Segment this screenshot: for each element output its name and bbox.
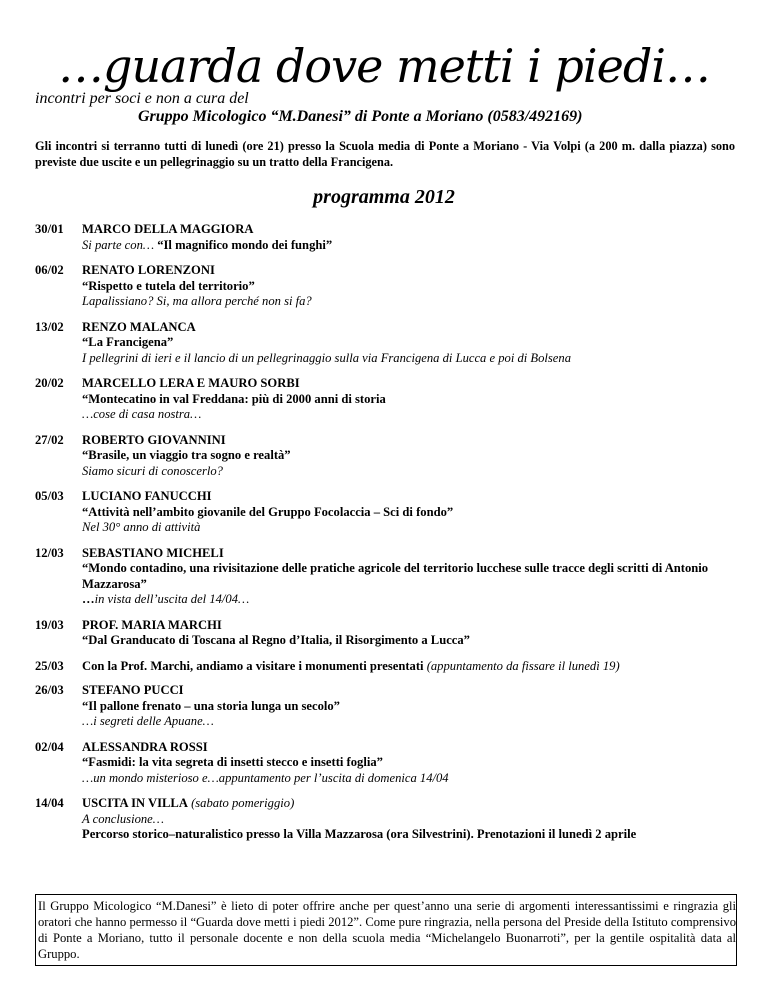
event-item bbox=[35, 546, 745, 608]
event-date: 26/03 bbox=[35, 683, 64, 697]
event-content bbox=[82, 740, 745, 787]
event-note: A conclusione… bbox=[82, 811, 164, 826]
event-note: I pellegrini di ieri e il lancio di un pellegrinaggio sulla via Francigena di Lucca e poi di Bolsena bbox=[82, 350, 571, 365]
event-date: 06/02 bbox=[35, 263, 64, 277]
event-speaker-note: (sabato pomeriggio) bbox=[187, 796, 295, 810]
event-speaker-line bbox=[82, 618, 745, 634]
event-date: 20/02 bbox=[35, 376, 64, 390]
event-speaker-line bbox=[82, 376, 745, 392]
event-content bbox=[82, 546, 745, 608]
event-note: …un mondo misterioso e…appuntamento per l’uscita di domenica 14/04 bbox=[82, 770, 449, 785]
page-title: …guarda dove metti i piedi… bbox=[58, 39, 710, 93]
event-date: 05/03 bbox=[35, 489, 64, 503]
event-speaker-line bbox=[82, 263, 745, 279]
organizer-line: Gruppo Micologico “M.Danesi” di Ponte a Moriano (0583/492169) bbox=[138, 108, 583, 125]
event-title: “Brasile, un viaggio tra sogno e realtà” bbox=[82, 448, 291, 462]
event-speaker-line bbox=[82, 320, 745, 336]
event-item bbox=[35, 659, 745, 675]
event-item bbox=[35, 222, 745, 253]
event-note-line bbox=[82, 294, 745, 310]
description: Gli incontri si terranno tutti di lunedì (ore 21) presso la Scuola media di Ponte a Moriano - Via Volpi (a 200 m. dalla piazza) sono previste due uscite e un pellegrinaggio su un tratto della Francigena. bbox=[35, 139, 735, 169]
event-note: …i segreti delle Apuane… bbox=[82, 714, 214, 728]
event-content bbox=[82, 222, 745, 253]
event-title: “Il pallone frenato – una storia lunga un secolo” bbox=[82, 698, 340, 713]
event-line bbox=[82, 659, 745, 675]
event-activity: Con la Prof. Marchi, andiamo a visitare i monumenti presentati bbox=[82, 658, 424, 673]
event-speaker-line bbox=[82, 433, 745, 449]
event-content bbox=[82, 263, 745, 310]
event-content bbox=[82, 320, 745, 367]
intro-line: incontri per soci e non a cura del bbox=[35, 90, 249, 107]
event-speaker-line bbox=[82, 489, 745, 505]
event-item bbox=[35, 320, 745, 367]
event-title: “Mondo contadino, una rivisitazione delle pratiche agricole del territorio lucchese sulle tracce degli scritti di Antonio Mazzarosa” bbox=[82, 561, 709, 591]
footer-box: Il Gruppo Micologico “M.Danesi” è lieto di poter offrire anche per quest’anno una serie di argomenti interessantissimi e ringrazia gli oratori che hanno permesso il “Guarda dove metti i piedi 2012”. Come pure ringrazia, nella persona del Preside della Istituto comprensivo di Ponte a Moriano, tutto il personale docente e non della scuola media “Michelangelo Buonarroti”, per la gentile ospitalità data al Gruppo. bbox=[35, 894, 737, 966]
event-content bbox=[82, 683, 745, 730]
event-content bbox=[82, 433, 745, 480]
event-item bbox=[35, 489, 745, 536]
event-note: Nel 30° anno di attività bbox=[82, 520, 201, 534]
event-speaker: MARCELLO LERA E MAURO SORBI bbox=[82, 376, 300, 390]
event-note-prefix: … bbox=[82, 592, 95, 606]
event-speaker: RENZO MALANCA bbox=[82, 319, 196, 334]
event-title: “Il magnifico mondo dei funghi” bbox=[157, 237, 333, 252]
event-speaker-line bbox=[82, 796, 745, 812]
event-note-line bbox=[82, 771, 745, 787]
event-title: “Fasmidi: la vita segreta di insetti stecco e insetti foglia” bbox=[82, 755, 383, 769]
event-item bbox=[35, 263, 745, 310]
event-content bbox=[82, 376, 745, 423]
event-date: 25/03 bbox=[35, 658, 64, 673]
event-speaker-line bbox=[82, 683, 745, 699]
event-note-line bbox=[82, 464, 745, 480]
event-note: (appuntamento da fissare il lunedì 19) bbox=[423, 658, 620, 673]
event-note: Si parte con… bbox=[82, 237, 158, 252]
event-speaker: ROBERTO GIOVANNINI bbox=[82, 432, 226, 447]
event-speaker: ALESSANDRA ROSSI bbox=[82, 739, 208, 754]
event-speaker: MARCO DELLA MAGGIORA bbox=[82, 222, 254, 236]
event-content bbox=[82, 618, 745, 649]
event-item bbox=[35, 376, 745, 423]
event-speaker: USCITA IN VILLA bbox=[82, 796, 188, 810]
event-date: 12/03 bbox=[35, 545, 64, 560]
event-note: in vista dell’uscita del 14/04… bbox=[94, 592, 250, 606]
event-speaker-line bbox=[82, 740, 745, 756]
event-speaker: PROF. MARIA MARCHI bbox=[82, 617, 222, 632]
event-title: “Attività nell’ambito giovanile del Gruppo Focolaccia – Sci di fondo” bbox=[82, 504, 454, 519]
event-note: Lapalissiano? Si, ma allora perché non si fa? bbox=[82, 294, 312, 308]
event-item bbox=[35, 683, 745, 730]
event-date: 30/01 bbox=[35, 222, 64, 236]
event-date: 27/02 bbox=[35, 432, 64, 447]
event-title: “Rispetto e tutela del territorio” bbox=[82, 278, 255, 293]
event-date: 19/03 bbox=[35, 617, 64, 632]
event-speaker: STEFANO PUCCI bbox=[82, 683, 184, 697]
event-note: Siamo sicuri di conoscerlo? bbox=[82, 463, 223, 478]
event-content bbox=[82, 659, 745, 675]
event-speaker: RENATO LORENZONI bbox=[82, 263, 215, 277]
event-speaker: SEBASTIANO MICHELI bbox=[82, 545, 224, 560]
event-item bbox=[35, 433, 745, 480]
event-date: 14/04 bbox=[35, 796, 64, 810]
event-note-line bbox=[82, 407, 745, 423]
event-speaker: LUCIANO FANUCCHI bbox=[82, 489, 212, 503]
events-list bbox=[35, 222, 745, 843]
event-date: 02/04 bbox=[35, 739, 64, 754]
event-item bbox=[35, 796, 745, 843]
event-line bbox=[82, 238, 745, 254]
event-title: “Montecatino in val Freddana: più di 2000 anni di storia bbox=[82, 391, 386, 406]
event-item bbox=[35, 740, 745, 787]
event-note-line bbox=[82, 351, 745, 367]
event-title: “La Francigena” bbox=[82, 335, 174, 349]
event-note: …cose di casa nostra… bbox=[82, 407, 202, 421]
event-content bbox=[82, 489, 745, 536]
event-title: Percorso storico–naturalistico presso la Villa Mazzarosa (ora Silvestrini). Prenotazioni il lunedì 2 aprile bbox=[82, 827, 637, 841]
event-note-line bbox=[82, 520, 745, 536]
event-note-line bbox=[82, 714, 745, 730]
event-item bbox=[35, 618, 745, 649]
event-note-line bbox=[82, 592, 745, 608]
event-title: “Dal Granducato di Toscana al Regno d’Italia, il Risorgimento a Lucca” bbox=[82, 633, 470, 647]
program-title: programma 2012 bbox=[313, 186, 455, 208]
event-speaker-line bbox=[82, 546, 745, 562]
event-speaker-line bbox=[82, 222, 745, 238]
event-date: 13/02 bbox=[35, 319, 64, 334]
event-content bbox=[82, 796, 745, 843]
